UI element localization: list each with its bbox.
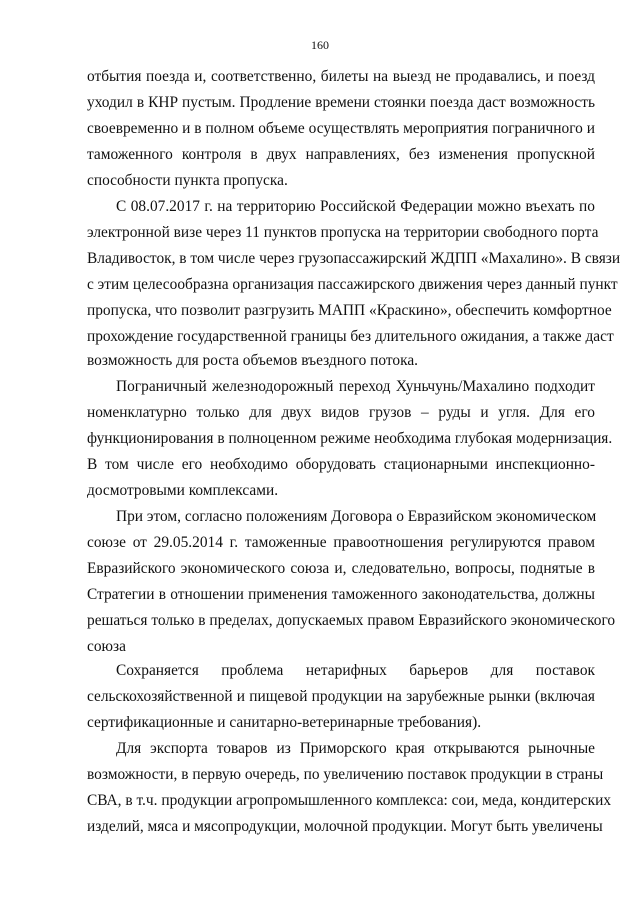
text-line: Евразийского экономического союза и, следовательно, вопросы, поднятые в (87, 560, 595, 577)
text-line: номенклатурно только для двух видов грузов – руды и угля. Для его (87, 404, 595, 421)
text-line: возможность для роста объемов въездного потока. (87, 352, 419, 369)
text-line: При этом, согласно положениям Договора о Евразийском экономическом (116, 508, 597, 525)
text-line: сертификационные и санитарно-ветеринарные требования). (87, 714, 482, 731)
text-line: пропуска, что позволит разгрузить МАПП «Краскино», обеспечить комфортное (87, 302, 612, 319)
text-line: С 08.07.2017 г. на территорию Российской Федерации можно въехать по (116, 198, 595, 215)
page-number: 160 (311, 38, 329, 52)
text-line: Для экспорта товаров из Приморского края открываются рыночные (116, 740, 595, 757)
text-line: таможенного контроля в двух направлениях, без изменения пропускной (87, 146, 595, 163)
text-line: Сохраняется проблема нетарифных барьеров для поставок (116, 662, 595, 679)
text-line: функционирования в полноценном режиме необходима глубокая модернизация. (87, 430, 613, 447)
text-line: отбытия поезда и, соответственно, билеты на выезд не продавались, и поезд (87, 68, 595, 85)
text-line: Стратегии в отношении применения таможенного законодательства, должны (87, 586, 595, 603)
text-line: союзе от 29.05.2014 г. таможенные правоотношения регулируются правом (87, 534, 595, 551)
text-line: сельскохозяйственной и пищевой продукции на зарубежные рынки (включая (87, 688, 595, 705)
text-line: досмотровыми комплексами. (87, 482, 279, 499)
text-line: союза (87, 638, 126, 655)
text-line: В том числе его необходимо оборудовать стационарными инспекционно- (87, 456, 595, 473)
text-line: решаться только в пределах, допускаемых правом Евразийского экономического (87, 612, 616, 629)
text-line: своевременно и в полном объеме осуществлять мероприятия пограничного и (87, 120, 595, 137)
text-line: возможности, в первую очередь, по увеличению поставок продукции в страны (87, 766, 604, 783)
text-line: Пограничный железнодорожный переход Хуньчунь/Махалино подходит (116, 378, 595, 395)
text-line: способности пункта пропуска. (87, 172, 288, 189)
text-line: уходил в КНР пустым. Продление времени стоянки поезда даст возможность (87, 94, 595, 111)
text-line: Владивосток, в том числе через грузопассажирский ЖДПП «Махалино». В связи (87, 250, 621, 267)
text-line: прохождение государственной границы без длительного ожидания, а также даст (87, 328, 614, 345)
text-line: электронной визе через 11 пунктов пропуска на территории свободного порта (87, 224, 599, 241)
text-line: СВА, в т.ч. продукции агропромышленного комплекса: сои, меда, кондитерских (87, 792, 612, 809)
text-line: с этим целесообразна организация пассажирского движения через данный пункт (87, 276, 618, 293)
text-line: изделий, мяса и мясопродукции, молочной продукции. Могут быть увеличены (87, 818, 603, 835)
